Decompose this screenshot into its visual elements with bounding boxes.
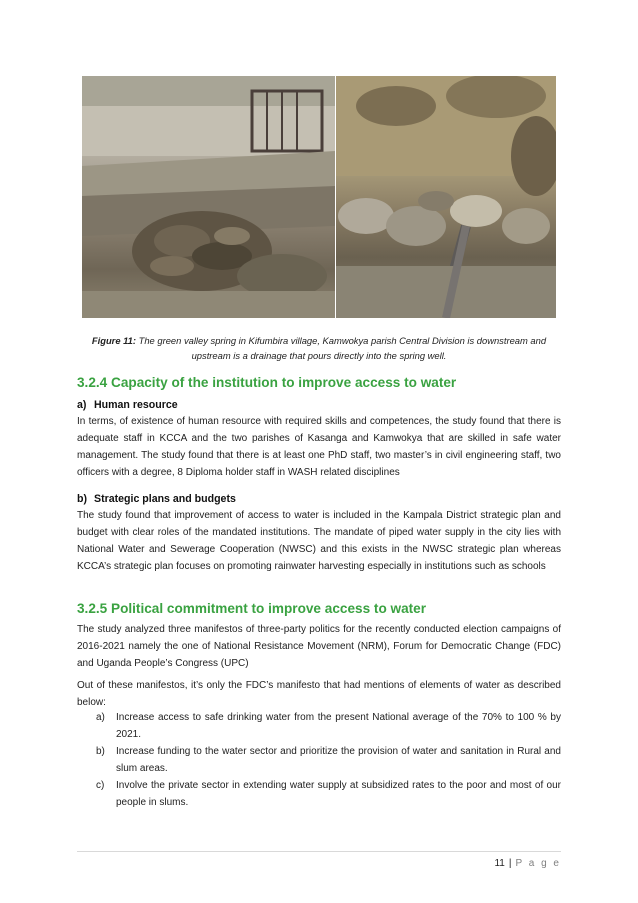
footer-divider xyxy=(77,851,561,852)
subheading-marker-b: b) xyxy=(77,493,87,505)
manifestos-paragraph: The study analyzed three manifestos of three-party politics for the recently conducted election campaigns of 2016-2021 namely the one of National Resistance Movement (NRM), Forum for Democratic Change (FDC) and Uganda People’s Congress (UPC) xyxy=(77,624,561,669)
human-resource-paragraph: In terms, of existence of human resource with required skills and competences, the study found that there is adequate staff in KCCA and the two parishes of Kasanga and Kamwokya that are skilled in safe water management. The study found that there is at least one PhD staff, two master’s in civil engineering staff, two officers with a degree, 8 Diploma holder staff in WASH related disciplines xyxy=(77,416,561,478)
subheading-title-b: Strategic plans and budgets xyxy=(94,493,236,505)
list-item xyxy=(96,744,561,777)
list-item-text: Involve the private sector in extending water supply at subsidized rates to the poor and most of our people in slums. xyxy=(116,780,561,808)
figure-caption-text: The green valley spring in Kifumbira village, Kamwokya parish Central Division is downstream and upstream is a drainage that pours directly into the spring well. xyxy=(136,335,547,361)
list-item-marker: b) xyxy=(96,746,105,757)
spring-well-image xyxy=(82,76,335,318)
spring-photo-left xyxy=(82,76,335,318)
subheading-human-resource xyxy=(77,398,178,413)
figure-caption-label: Figure 11: xyxy=(91,335,136,346)
subheading-marker-a: a) xyxy=(77,399,87,411)
page-label: P a g e xyxy=(515,858,561,869)
page-number: 11 xyxy=(494,858,505,869)
list-item xyxy=(96,778,561,811)
fdc-paragraph: Out of these manifestos, it’s only the FDC’s manifesto that had mentions of elements of water as described below: xyxy=(77,680,561,708)
list-item-marker: a) xyxy=(96,712,105,723)
list-item xyxy=(96,710,561,743)
strategic-plans-paragraph: The study found that improvement of access to water is included in the Kampala District strategic plan and budget with clear roles of the mandated institutions. The mandate of piped water supply in the city lies with National Water and Sewerage Cooperation (NWSC) and this exists in the NWSC strategic plan whereas KCCA’s strategic plan focuses on promoting rainwater harvesting especially in institutions such as schools xyxy=(77,510,561,572)
subheading-title-a: Human resource xyxy=(94,399,178,411)
section-324-heading: 3.2.4 Capacity of the institution to improve access to water xyxy=(77,375,457,390)
subheading-strategic-plans xyxy=(77,492,236,507)
spring-photo-right xyxy=(336,76,556,318)
list-item-text: Increase access to safe drinking water from the present National average of the 70% to 100 % by 2021. xyxy=(116,712,561,740)
section-325-heading: 3.2.5 Political commitment to improve access to water xyxy=(77,601,427,616)
page-footer xyxy=(494,858,561,869)
list-item-marker: c) xyxy=(96,780,105,791)
list-item-text: Increase funding to the water sector and prioritize the provision of water and sanitation in Rural and slum areas. xyxy=(116,746,561,774)
footer-separator: | xyxy=(508,858,512,869)
fdc-items-list xyxy=(96,710,561,812)
figure-caption xyxy=(82,333,556,363)
spring-pipe-image xyxy=(336,76,556,318)
